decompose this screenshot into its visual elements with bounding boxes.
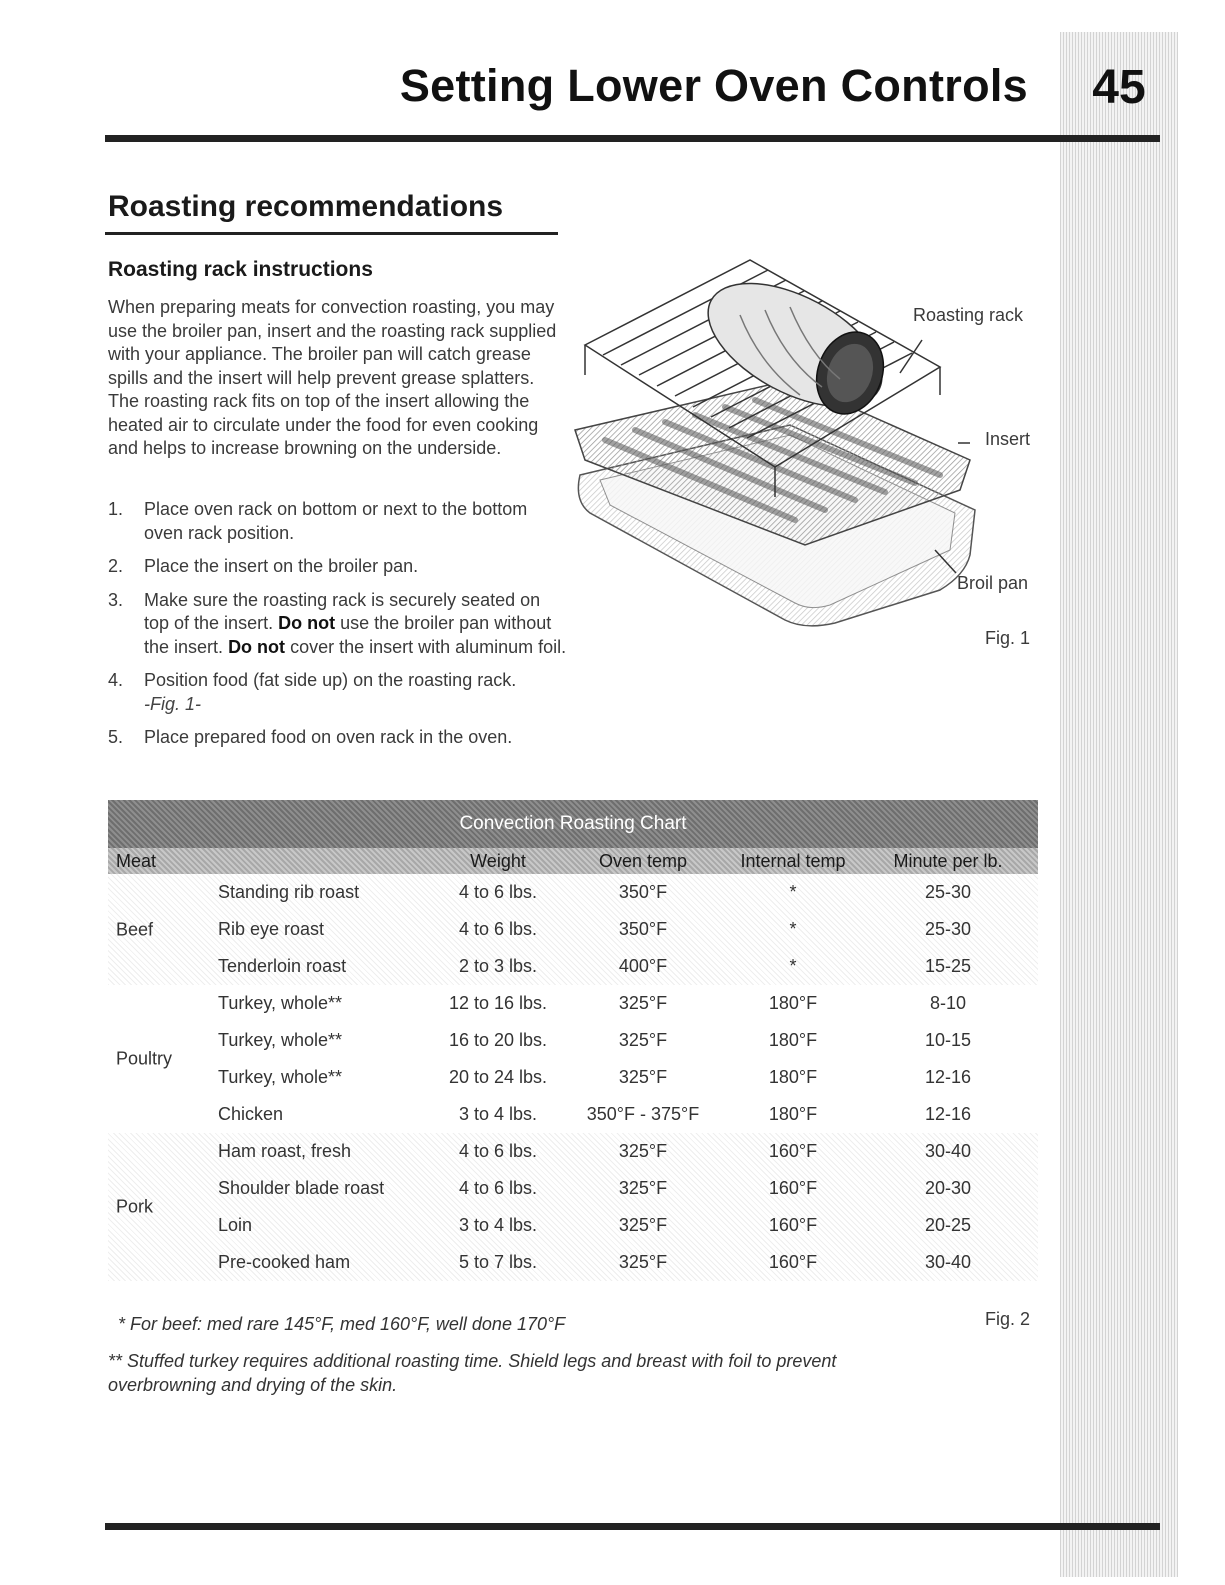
meat-category-label: Beef bbox=[116, 919, 154, 939]
table-row bbox=[108, 1207, 1038, 1244]
table-row bbox=[108, 874, 1038, 911]
cell-item: Turkey, whole** bbox=[218, 1030, 343, 1050]
step-number: 2. bbox=[108, 556, 124, 576]
step-text: use the broiler pan without the insert. bbox=[144, 613, 552, 657]
step-text: cover the insert with aluminum foil. bbox=[290, 636, 567, 657]
step-text: Make sure the roasting rack is securely seated on top of the insert. bbox=[144, 589, 541, 633]
decorative-side-strip bbox=[1060, 32, 1178, 1577]
footnote-turkey: ** Stuffed turkey requires additional roasting time. Shield legs and breast with foil to prevent overbrowning and drying of the skin. bbox=[108, 1351, 837, 1395]
cell-minute-per-lb: 15-25 bbox=[924, 956, 972, 976]
cell-internal-temp: * bbox=[789, 956, 797, 976]
step-number: 1. bbox=[108, 499, 124, 519]
cell-oven-temp: 325°F bbox=[618, 993, 668, 1013]
figure-caption-fig1: Fig. 1 bbox=[985, 628, 1031, 648]
header-oven-temp: Oven temp bbox=[598, 851, 688, 871]
step-text: Position food (fat side up) on the roasting rack. bbox=[144, 670, 517, 690]
cell-internal-temp: 160°F bbox=[768, 1215, 818, 1235]
cell-oven-temp: 325°F bbox=[618, 1215, 668, 1235]
cell-minute-per-lb: 12-16 bbox=[924, 1104, 972, 1124]
cell-internal-temp: * bbox=[789, 919, 797, 939]
warning-emphasis: Do not bbox=[228, 636, 286, 657]
step-item bbox=[108, 555, 568, 579]
cell-weight: 4 to 6 lbs. bbox=[458, 919, 538, 939]
cell-internal-temp: 160°F bbox=[768, 1252, 818, 1272]
step-text: Place the insert on the broiler pan. bbox=[144, 556, 419, 576]
cell-item: Ham roast, fresh bbox=[218, 1141, 352, 1161]
cell-weight: 3 to 4 lbs. bbox=[458, 1104, 538, 1124]
page-number: 45 bbox=[1092, 61, 1146, 114]
cell-minute-per-lb: 10-15 bbox=[924, 1030, 972, 1050]
header-weight: Weight bbox=[470, 851, 526, 871]
figure-caption-fig2: Fig. 2 bbox=[985, 1309, 1031, 1329]
warning-emphasis: Do not bbox=[278, 613, 336, 633]
cell-item: Standing rib roast bbox=[218, 882, 360, 902]
cell-item: Rib eye roast bbox=[218, 919, 325, 939]
step-number: 5. bbox=[108, 727, 124, 747]
cell-minute-per-lb: 20-30 bbox=[924, 1178, 972, 1198]
table-row bbox=[108, 911, 1038, 948]
cell-oven-temp: 325°F bbox=[618, 1141, 668, 1161]
cell-oven-temp: 350°F - 375°F bbox=[586, 1104, 700, 1124]
cell-weight: 4 to 6 lbs. bbox=[458, 882, 538, 902]
figure-label-insert: Insert bbox=[985, 429, 1031, 449]
cell-item: Tenderloin roast bbox=[218, 956, 347, 976]
header-internal-temp: Internal temp bbox=[740, 851, 846, 871]
cell-item: Loin bbox=[218, 1215, 253, 1235]
figure-label-broil-pan: Broil pan bbox=[957, 573, 1029, 593]
cell-oven-temp: 325°F bbox=[618, 1030, 668, 1050]
figure-reference: -Fig. 1- bbox=[144, 693, 202, 714]
cell-internal-temp: 180°F bbox=[768, 993, 818, 1013]
cell-weight: 2 to 3 lbs. bbox=[458, 956, 538, 976]
group-poultry bbox=[108, 985, 1038, 1133]
intro-paragraph: When preparing meats for convection roasting, you may use the broiler pan, insert and the roasting rack supplied with your appliance. The broiler pan will catch grease spills and the insert will help prevent grease splatters. The roasting rack fits on top of the insert allowing the heated air to circulate under the food for even cooking and helps to increase browning on the underside. bbox=[108, 297, 557, 458]
table-row bbox=[108, 1096, 1038, 1133]
cell-oven-temp: 325°F bbox=[618, 1067, 668, 1087]
cell-item: Shoulder blade roast bbox=[218, 1178, 385, 1198]
table-row bbox=[108, 1133, 1038, 1170]
cell-minute-per-lb: 30-40 bbox=[924, 1252, 972, 1272]
cell-oven-temp: 350°F bbox=[618, 882, 668, 902]
cell-oven-temp: 325°F bbox=[618, 1178, 668, 1198]
footnote-beef: * For beef: med rare 145°F, med 160°F, well done 170°F bbox=[118, 1314, 566, 1334]
cell-weight: 12 to 16 lbs. bbox=[448, 993, 548, 1013]
roasting-rack-figure bbox=[560, 255, 1040, 655]
table-row bbox=[108, 1244, 1038, 1281]
step-text: Place prepared food on oven rack in the oven. bbox=[144, 727, 513, 747]
header-minute-per-lb: Minute per lb. bbox=[893, 851, 1003, 871]
cell-weight: 3 to 4 lbs. bbox=[458, 1215, 538, 1235]
group-pork bbox=[108, 1133, 1038, 1281]
step-item bbox=[108, 589, 568, 660]
step-item bbox=[108, 669, 568, 716]
table-row bbox=[108, 948, 1038, 985]
table-row bbox=[108, 985, 1038, 1022]
header-rule bbox=[105, 135, 1160, 142]
step-item bbox=[108, 726, 568, 750]
cell-internal-temp: 180°F bbox=[768, 1067, 818, 1087]
chart-header-row bbox=[108, 848, 1038, 874]
cell-weight: 16 to 20 lbs. bbox=[448, 1030, 548, 1050]
cell-oven-temp: 325°F bbox=[618, 1252, 668, 1272]
cell-item: Turkey, whole** bbox=[218, 993, 343, 1013]
cell-item: Pre-cooked ham bbox=[218, 1252, 351, 1272]
step-item bbox=[108, 498, 568, 545]
cell-item: Chicken bbox=[218, 1104, 284, 1124]
subsection-title: Roasting rack instructions bbox=[108, 258, 373, 281]
cell-minute-per-lb: 20-25 bbox=[924, 1215, 972, 1235]
page-title: Setting Lower Oven Controls bbox=[399, 60, 1028, 111]
cell-internal-temp: 160°F bbox=[768, 1141, 818, 1161]
cell-weight: 5 to 7 lbs. bbox=[458, 1252, 538, 1272]
cell-weight: 20 to 24 lbs. bbox=[448, 1067, 548, 1087]
figure-label-roasting-rack: Roasting rack bbox=[913, 305, 1024, 325]
step-number: 4. bbox=[108, 670, 124, 690]
footer-rule bbox=[105, 1523, 1160, 1530]
cell-minute-per-lb: 25-30 bbox=[924, 882, 972, 902]
section-underline bbox=[105, 232, 558, 235]
cell-weight: 4 to 6 lbs. bbox=[458, 1141, 538, 1161]
cell-internal-temp: 180°F bbox=[768, 1104, 818, 1124]
header-meat: Meat bbox=[116, 851, 157, 871]
cell-minute-per-lb: 30-40 bbox=[924, 1141, 972, 1161]
table-row bbox=[108, 1170, 1038, 1207]
table-row bbox=[108, 1022, 1038, 1059]
step-text: Place oven rack on bottom or next to the bottom oven rack position. bbox=[144, 499, 528, 543]
meat-category-label: Pork bbox=[116, 1196, 154, 1217]
instruction-steps bbox=[108, 498, 568, 760]
cell-minute-per-lb: 12-16 bbox=[924, 1067, 972, 1087]
cell-internal-temp: 160°F bbox=[768, 1178, 818, 1198]
group-beef bbox=[108, 874, 1038, 985]
table-row bbox=[108, 1059, 1038, 1096]
cell-weight: 4 to 6 lbs. bbox=[458, 1178, 538, 1198]
chart-title: Convection Roasting Chart bbox=[108, 800, 1038, 848]
convection-roasting-chart bbox=[108, 800, 1038, 1281]
cell-internal-temp: 180°F bbox=[768, 1030, 818, 1050]
cell-minute-per-lb: 25-30 bbox=[924, 919, 972, 939]
section-title: Roasting recommendations bbox=[108, 190, 504, 223]
meat-category-label: Poultry bbox=[116, 1048, 173, 1069]
cell-oven-temp: 350°F bbox=[618, 919, 668, 939]
cell-internal-temp: * bbox=[789, 882, 797, 902]
cell-minute-per-lb: 8-10 bbox=[929, 993, 967, 1013]
cell-item: Turkey, whole** bbox=[218, 1067, 343, 1087]
step-number: 3. bbox=[108, 589, 124, 610]
cell-oven-temp: 400°F bbox=[618, 956, 668, 976]
